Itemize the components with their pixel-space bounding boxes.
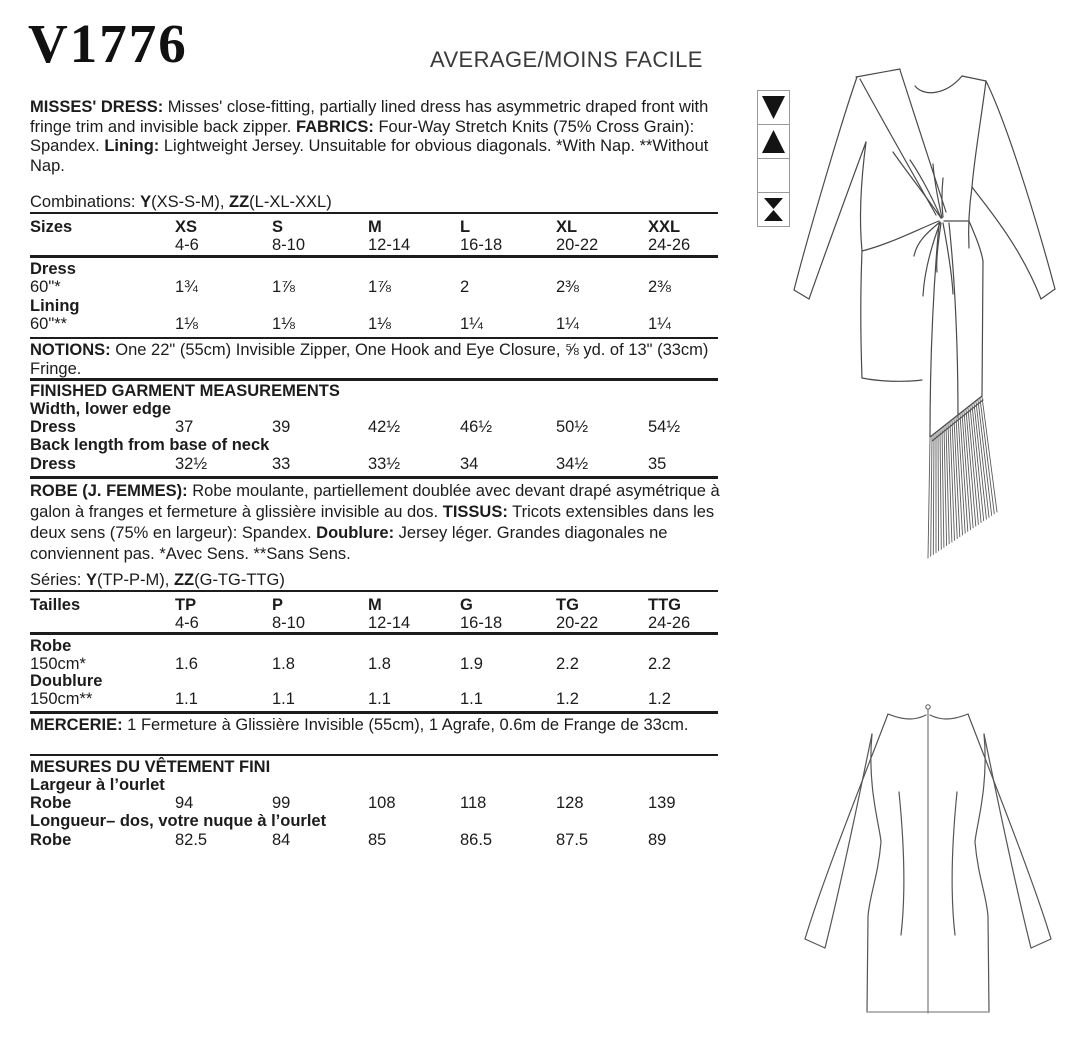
fgm-values-row: Dress 32½ 33 33½ 34 34½ 35 [30,455,667,473]
divider [30,337,718,339]
tailles-subheader-row: 4-6 8-10 12-14 16-18 20-22 24-26 [175,614,691,632]
hourglass-icon [758,193,789,226]
mesures-values-row: Robe 94 99 108 118 128 139 [30,794,676,812]
divider [30,476,718,479]
table-row: Lining [30,297,80,315]
mesures-title: MESURES DU VÊTEMENT FINI [30,758,271,776]
misses-dress-label: MISSES' DRESS: [30,98,164,116]
triangle-up-icon [758,125,789,159]
table-row: 60"* 1¾ 1⅞ 1⅞ 2 2⅜ 2⅜ [30,278,671,296]
series-line: Séries: Y(TP-P-M), ZZ(G-TG-TTG) [30,571,285,589]
table-row: Dress [30,260,76,278]
blank-cell [758,159,789,193]
triangle-down-icon [758,91,789,125]
pattern-number: V1776 [28,13,188,74]
tailles-header-row: Tailles TP P M G TG TTG [30,596,681,614]
table-row: Robe [30,637,72,655]
robe-label: ROBE (J. FEMMES): [30,482,188,500]
fgm-row-label: Back length from base of neck [30,436,270,454]
mesures-values-row: Robe 82.5 84 85 86.5 87.5 89 [30,831,667,849]
combinations-line: Combinations: Y(XS-S-M), ZZ(L-XL-XXL) [30,193,332,211]
fabrics-label: FABRICS: [295,117,374,136]
mesures-row-label: Longueur– dos, votre nuque à l’ourlet [30,812,327,830]
english-description: MISSES' DRESS: Misses' close-fitting, partially lined dress has asymmetric draped front with fringe trim and invisible back zipper. FABRICS: Four-Way Stretch Knits (75% Cross Grain): Spandex. Lining: Lightweight Jersey. Unsuitable for obvious diagonals. *With Nap. **Without Nap. [30,98,709,175]
fgm-values-row: Dress 37 39 42½ 46½ 50½ 54½ [30,418,681,436]
doublure-label: Doublure: [316,524,395,542]
french-description: ROBE (J. FEMMES): Robe moulante, partiellement doublée avec devant drapé asymétrique à galon à franges et fermeture à glissière invisible au dos. TISSUS: Tricots extensibles dans les deux sens (75% en largeur): Spandex. Doublure: Jersey léger. Grandes diagonales ne conviennent pas. *Avec Sens. **Sans Sens. [30,482,720,563]
table-row: Doublure [30,672,103,690]
divider [30,378,718,381]
dress-front-view-illustration [790,60,1089,570]
table-row: 150cm** 1.1 1.1 1.1 1.1 1.2 1.2 [30,690,671,708]
notions-text: NOTIONS: One 22" (55cm) Invisible Zipper, One Hook and Eye Closure, ⅝ yd. of 13" (33cm) Fringe. [30,341,709,378]
table-row: 150cm* 1.6 1.8 1.8 1.9 2.2 2.2 [30,655,671,673]
divider [30,754,718,756]
mercerie-text: MERCERIE: 1 Fermeture à Glissière Invisible (55cm), 1 Agrafe, 0.6m de Frange de 33cm. [30,716,689,734]
mesures-row-label: Largeur à l’ourlet [30,776,165,794]
divider [30,632,718,635]
divider [30,711,718,714]
divider [30,212,718,214]
sizes-header-row: Sizes XS S M L XL XXL [30,218,681,236]
sizes-subheader-row: 4-6 8-10 12-14 16-18 20-22 24-26 [175,236,691,254]
dress-back-view-illustration [792,692,1077,1037]
tissus-label: TISSUS: [442,503,508,521]
divider [30,590,718,592]
difficulty-label: AVERAGE/MOINS FACILE [430,47,703,72]
table-row: 60"** 1⅛ 1⅛ 1⅛ 1¼ 1¼ 1¼ [30,315,671,333]
cutting-symbols-column [757,90,790,227]
lining-label: Lining: [104,137,160,155]
fgm-title: FINISHED GARMENT MEASUREMENTS [30,382,340,400]
divider [30,255,718,258]
fgm-row-label: Width, lower edge [30,400,172,418]
